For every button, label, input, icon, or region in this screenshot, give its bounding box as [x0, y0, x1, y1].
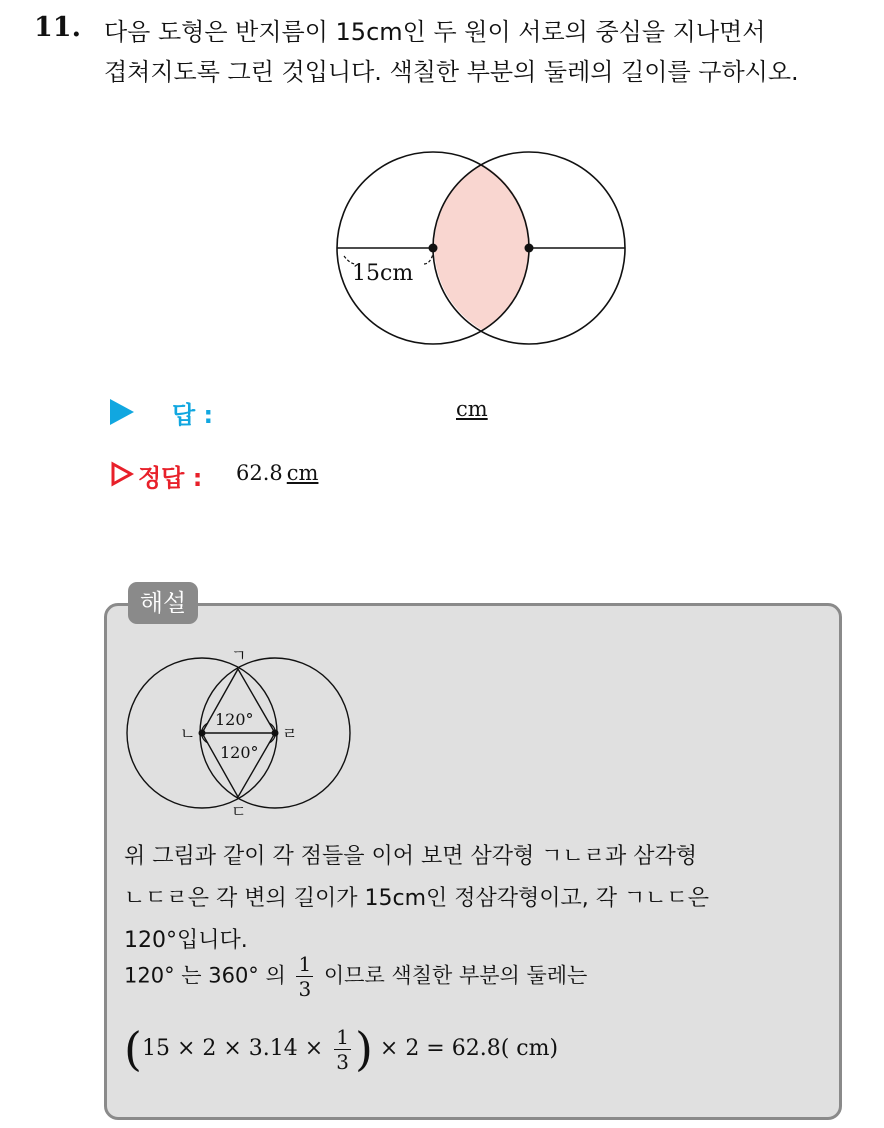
overlapping-circles-figure [320, 140, 640, 360]
equation-fraction-denominator: 3 [336, 1049, 349, 1074]
question-line-1: 다음 도형은 반지름이 15cm인 두 원이 서로의 중심을 지나면서 [104, 18, 766, 46]
point-label-right: ㄹ [282, 724, 298, 743]
equation-inner: 15 × 2 × 3.14 × [141, 1036, 324, 1061]
answer-label: 답 : [172, 401, 214, 429]
answer-row [110, 395, 530, 431]
solution-line-4 [124, 952, 587, 1001]
equation-fraction [334, 1025, 351, 1074]
solution-line-4-end: 이므로 색칠한 부분의 둘레는 [323, 963, 588, 988]
play-triangle-icon [110, 399, 134, 425]
solution-line-2: ㄴㄷㄹ은 각 변의 길이가 15cm인 정삼각형이고, 각 ㄱㄴㄷ은 [124, 886, 710, 911]
point-label-left: ㄴ [180, 724, 196, 743]
angle-label-top: 120° [215, 710, 254, 729]
solution-tag: 해설 [128, 582, 198, 624]
correct-answer-row [110, 458, 530, 494]
point-label-bottom: ㄷ [231, 802, 247, 820]
solution-figure [120, 645, 360, 820]
correct-label: 정답 : [138, 464, 203, 492]
answer-unit: cm [456, 397, 488, 421]
solution-equation [124, 1022, 558, 1076]
point-label-top: ㄱ [231, 646, 247, 665]
solution-line-1: 위 그림과 같이 각 점들을 이어 보면 삼각형 ㄱㄴㄹ과 삼각형 [124, 844, 697, 869]
correct-number: 62.8 [236, 461, 283, 485]
fraction-numerator: 1 [298, 952, 312, 976]
question-number: 11. [34, 12, 81, 43]
correct-value [236, 461, 318, 485]
fraction-denominator: 3 [298, 977, 312, 1001]
solution-line-4-start: 120° 는 360° 의 [124, 963, 286, 988]
equation-rest: × 2 = 62.8( cm) [379, 1036, 559, 1061]
right-paren: ) [354, 1022, 373, 1076]
question-line-2: 겹쳐지도록 그린 것입니다. 색칠한 부분의 둘레의 길이를 구하시오. [104, 58, 799, 86]
right-center-dot [525, 244, 534, 253]
correct-unit: cm [286, 461, 319, 485]
equation-fraction-numerator: 1 [336, 1024, 349, 1049]
outline-triangle-icon [110, 461, 134, 487]
left-center-dot [429, 244, 438, 253]
question-text [104, 12, 874, 92]
radius-label: 15cm [352, 261, 414, 286]
fraction-one-third [296, 952, 313, 1001]
left-paren: ( [124, 1022, 142, 1076]
solution-paragraph [124, 836, 834, 962]
solution-line-3: 120°입니다. [124, 928, 248, 953]
angle-label-bottom: 120° [220, 743, 259, 762]
shaded-lens [434, 164, 530, 330]
